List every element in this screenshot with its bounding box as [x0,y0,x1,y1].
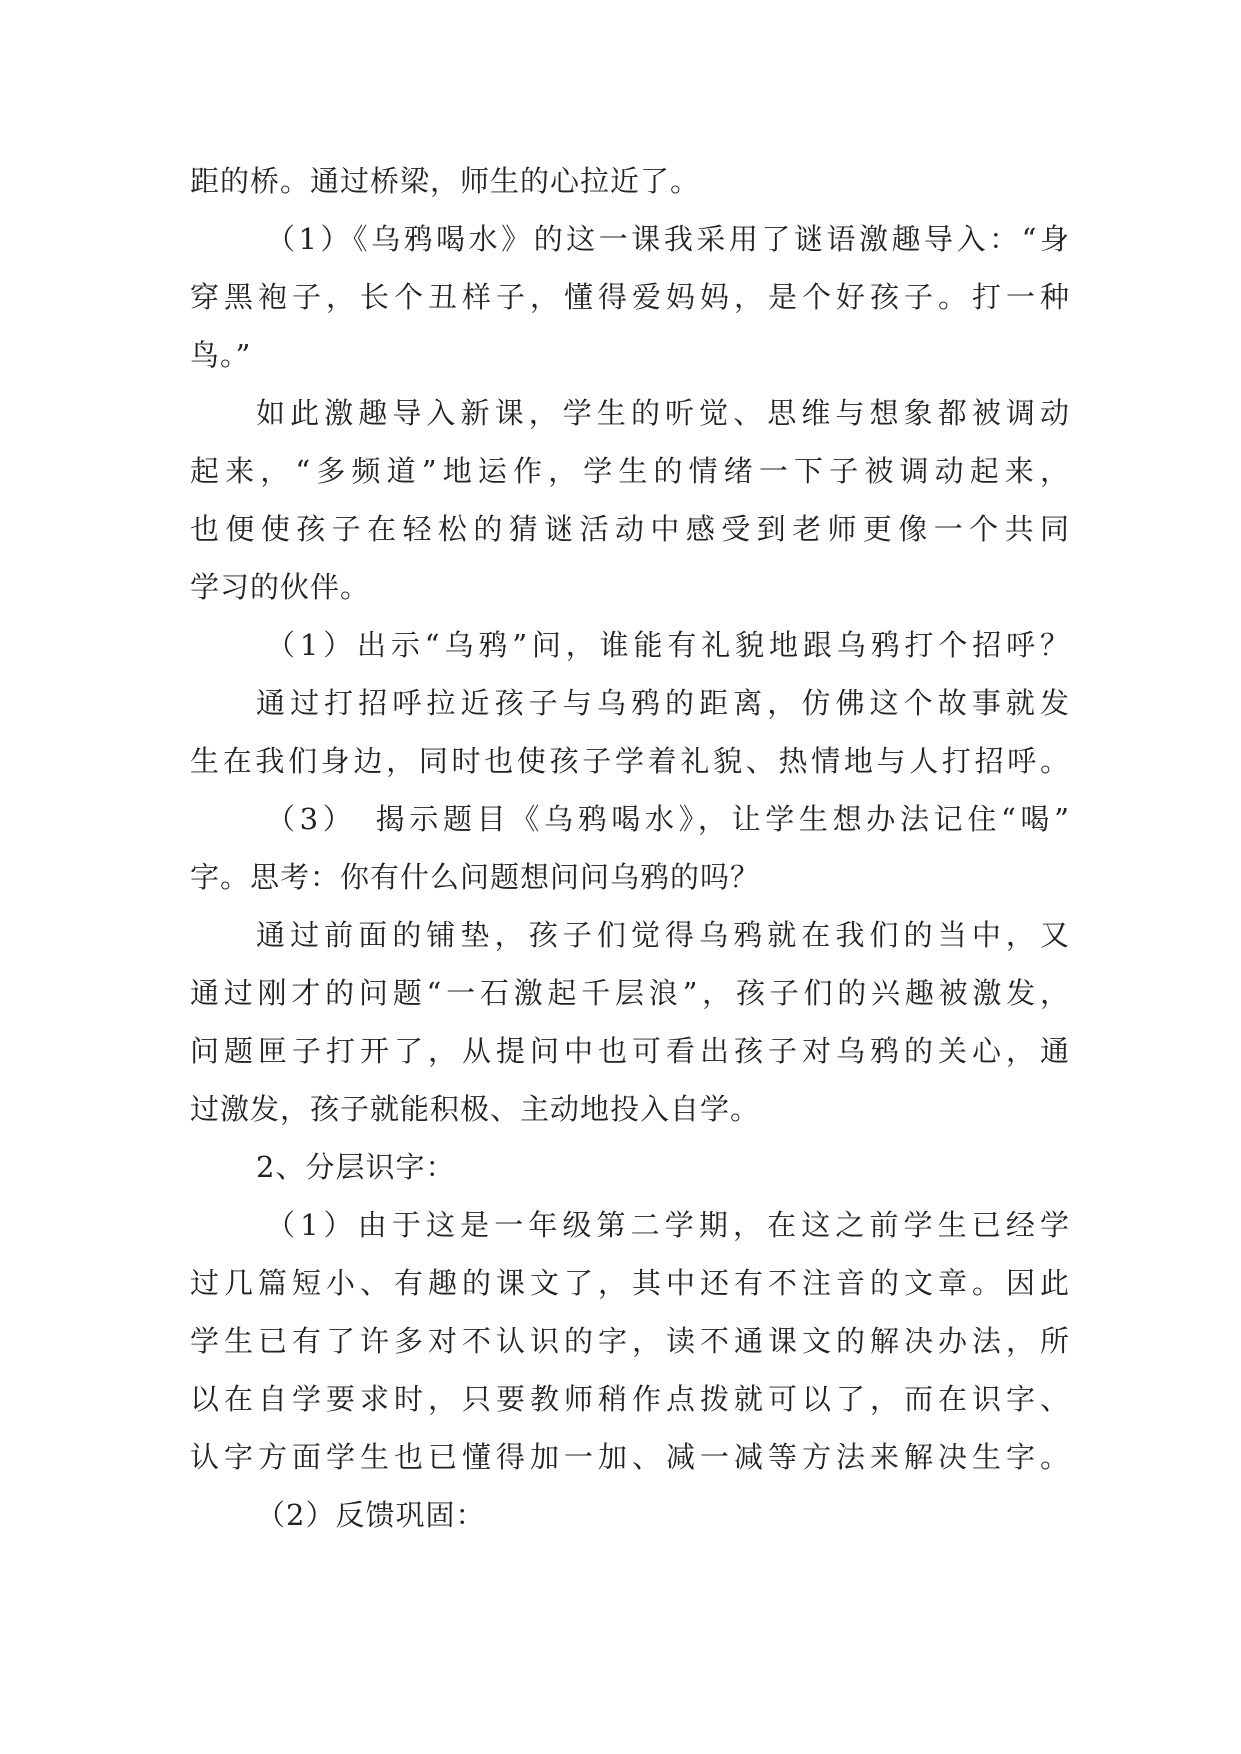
text-line: 鸟。” [190,338,252,372]
text-line: 通过前面的铺垫，孩子们觉得乌鸦就在我们的当中，又 [256,918,1070,952]
text-line: （1）出示“乌鸦”问，谁能有礼貌地跟乌鸦打个招呼？ [266,628,1070,662]
text-line: 认字方面学生也已懂得加一加、减一减等方法来解决生字。 [190,1440,1070,1474]
text-line: 学生已有了许多对不认识的字，读不通课文的解决办法，所 [190,1324,1070,1358]
text-line: 学习的伙伴。 [190,570,371,604]
text-line: 字。思考：你有什么问题想问问乌鸦的吗？ [190,860,761,894]
text-line: 生在我们身边，同时也使孩子学着礼貌、热情地与人打招呼。 [190,744,1070,778]
text-line: 距的桥。通过桥梁，师生的心拉近了。 [190,164,701,198]
text-line: （3） 揭示题目《乌鸦喝水》，让学生想办法记住“喝” [266,802,1070,836]
text-line: 也便使孩子在轻松的猜谜活动中感受到老师更像一个共同 [190,512,1070,546]
text-line: （1）由于这是一年级第二学期，在这之前学生已经学 [266,1208,1070,1242]
text-line: 穿黑袍子，长个丑样子，懂得爱妈妈，是个好孩子。打一种 [190,280,1070,314]
section-heading: 2、分层识字： [256,1150,456,1184]
document-body [190,152,1070,1544]
text-line: 过激发，孩子就能积极、主动地投入自学。 [190,1092,761,1126]
text-line: （1）《乌鸦喝水》的这一课我采用了谜语激趣导入：“身 [266,222,1070,256]
text-line: 问题匣子打开了，从提问中也可看出孩子对乌鸦的关心，通 [190,1034,1070,1068]
text-line: 通过刚才的问题“一石激起千层浪”，孩子们的兴趣被激发， [190,976,1070,1010]
text-line: 通过打招呼拉近孩子与乌鸦的距离，仿佛这个故事就发 [256,686,1070,720]
text-line: 起来，“多频道”地运作，学生的情绪一下子被调动起来， [190,454,1070,488]
text-line: 过几篇短小、有趣的课文了，其中还有不注音的文章。因此 [190,1266,1070,1300]
text-line: （2）反馈巩固： [256,1498,486,1532]
text-line: 以在自学要求时，只要教师稍作点拨就可以了，而在识字、 [190,1382,1070,1416]
text-line: 如此激趣导入新课，学生的听觉、思维与想象都被调动 [256,396,1070,430]
